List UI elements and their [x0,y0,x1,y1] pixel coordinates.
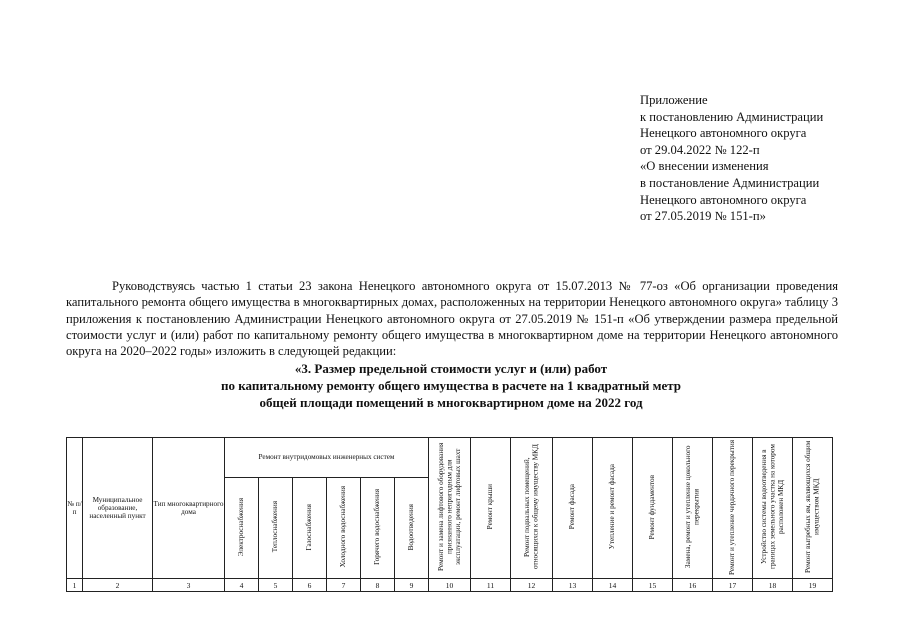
header-other: Замена, ремонт и утепление цокольного перекрытия [673,438,713,579]
appendix-block [640,92,823,225]
column-number: 17 [713,579,753,592]
column-number: 9 [395,579,429,592]
header-other: Ремонт и утепление чердачного перекрытия [713,438,753,579]
header-other: Ремонт фундаментов [633,438,673,579]
appendix-line: в постановление Администрации [640,175,820,190]
appendix-line: от 27.05.2019 № 151-п» [640,209,766,224]
column-number: 16 [673,579,713,592]
column-number: 19 [793,579,833,592]
appendix-line: Приложение [640,93,708,107]
appendix-line: к постановлению Администрации [640,109,824,124]
header-engineering-group: Ремонт внутридомовых инженерных систем [225,438,429,478]
header-no: № п/п [67,438,83,579]
column-number: 13 [553,579,593,592]
header-engineering: Водоотведения [395,477,429,578]
cost-table [66,437,833,592]
header-engineering: Газоснабжения [293,477,327,578]
header-engineering: Электроснабжения [225,477,259,578]
header-other: Ремонт выгребных ям, являющихся общим имуществом МКД [793,438,833,579]
column-number: 14 [593,579,633,592]
header-engineering: Горячего водоснабжения [361,477,395,578]
header-house-type: Тип многоквартирного дома [153,438,225,579]
header-other: Ремонт подвальных помещений, относящихся к общему имуществу МКД [511,438,553,579]
column-number: 1 [67,579,83,592]
column-number-row [67,579,833,592]
column-number: 7 [327,579,361,592]
title-line: по капитальному ремонту общего имущества в расчете на 1 квадратный метр [220,378,682,393]
header-other: Ремонт и замена лифтового оборудования признанного непригодным для эксплуатации, ремонт лифтовых шахт [429,438,471,579]
column-number: 3 [153,579,225,592]
header-municipality: Муниципальное образование, населенный пункт [83,438,153,579]
appendix-line: от 29.04.2022 № 122-п [640,142,760,157]
column-number: 15 [633,579,673,592]
header-other: Ремонт фасада [553,438,593,579]
column-number: 11 [471,579,511,592]
column-number: 2 [83,579,153,592]
header-other: Устройство системы водоотведения в границах земельного участка на котором расположен МКД [753,438,793,579]
title-line: «3. Размер предельной стоимости услуг и (или) работ [294,361,608,376]
body-paragraph: Руководствуясь частью 1 статьи 23 закона Ненецкого автономного округа от 15.07.2013 № 77-оз «Об организации проведения капитального ремонта общего имущества в многоквартирных домах, расположенных на территории Ненецкого автономного округа» таблицу 3 приложения к постановлению Администрации Ненецкого автономного округа от 27.05.2019 № 151-п «Об утверждении размера предельной стоимости услуг и (или) работ по капитальному ремонту общего имущества в многоквартирном доме на территории Ненецкого автономного округа на 2020–2022 годы» изложить в следующей редакции: [66,279,838,359]
header-engineering: Теплоснабжения [259,477,293,578]
column-number: 18 [753,579,793,592]
title-line: общей площади помещений в многоквартирном доме на 2022 год [259,395,643,410]
column-number: 4 [225,579,259,592]
header-other: Ремонт крыши [471,438,511,579]
appendix-line: Ненецкого автономного округа [640,192,807,207]
column-number: 10 [429,579,471,592]
table-title [60,360,842,411]
column-number: 12 [511,579,553,592]
appendix-line: «О внесении изменения [640,159,769,174]
appendix-line: Ненецкого автономного округа [640,126,807,141]
column-number: 6 [293,579,327,592]
header-other: Утепление и ремонт фасада [593,438,633,579]
column-number: 8 [361,579,395,592]
header-engineering: Холодного водоснабжения [327,477,361,578]
column-number: 5 [259,579,293,592]
